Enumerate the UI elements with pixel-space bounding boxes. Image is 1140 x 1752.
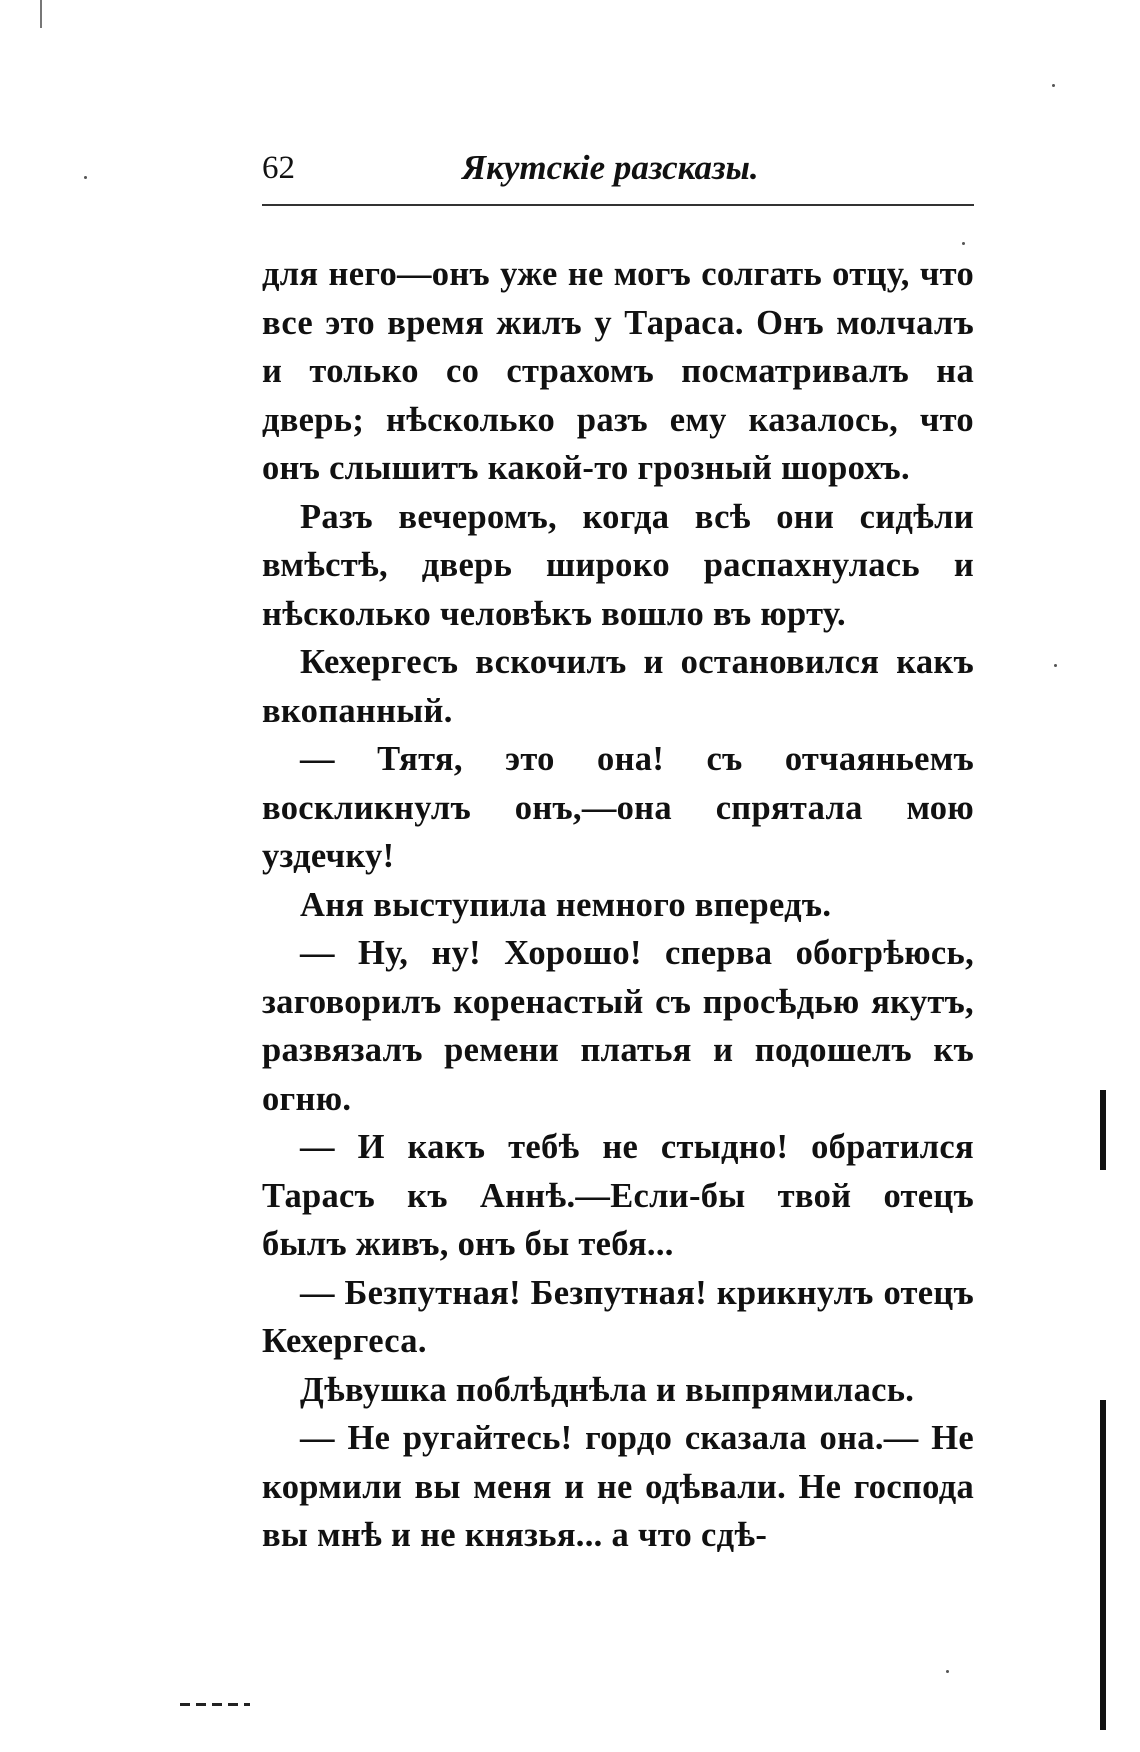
- paragraph: — Ну, ну! Хорошо! сперва обогрѣюсь, заговорилъ коренастый съ просѣдью якутъ, развязалъ ремени платья и подошелъ къ огню.: [262, 934, 974, 1118]
- header-rule: [262, 204, 974, 206]
- scan-speck: [962, 242, 965, 245]
- running-title: Якутскіе разсказы.: [462, 148, 759, 187]
- scan-speck: [84, 176, 87, 179]
- paragraph: — И какъ тебѣ не стыдно! обратился Тарасъ къ Аннѣ.—Если-бы твой отецъ былъ живъ, онъ бы тебя...: [262, 1128, 974, 1263]
- scan-speck: [946, 1670, 949, 1673]
- paragraph: для него—онъ уже не могъ солгать отцу, что все это время жилъ у Тараса. Онъ молчалъ и только со страхомъ посматривалъ на дверь; нѣсколько разъ ему казалось, что онъ слышитъ какой-то грозный шорохъ.: [262, 255, 974, 487]
- scan-edge-mark: [40, 0, 42, 28]
- scan-edge-mark: [180, 1703, 250, 1706]
- scan-edge-mark: [1100, 1400, 1106, 1730]
- paragraph: — Тятя, это она! съ отчаяньемъ воскликнулъ онъ,—она спрятала мою уздечку!: [262, 740, 974, 875]
- paragraph: — Безпутная! Безпутная! крикнулъ отецъ Кехергеса.: [262, 1273, 974, 1360]
- scan-edge-mark: [1100, 1090, 1106, 1170]
- paragraph: Аня выступила немного впередъ.: [300, 885, 832, 924]
- page-number: 62: [262, 150, 295, 186]
- paragraph: Разъ вечеромъ, когда всѣ они сидѣли вмѣстѣ, дверь широко распахнулась и нѣсколько человѣкъ вошло въ юрту.: [262, 497, 974, 633]
- paragraph: — Не ругайтесь! гордо сказала она.— Не кормили вы меня и не одѣвали. Не господа вы мнѣ и не князья... а что сдѣ-: [262, 1419, 974, 1554]
- scan-speck: [1052, 84, 1055, 87]
- body-text: [262, 250, 974, 1560]
- page-header: [262, 146, 974, 206]
- scan-speck: [1054, 664, 1057, 667]
- paragraph: Кехергесъ вскочилъ и остановился какъ вкопанный.: [262, 643, 974, 730]
- paragraph: Дѣвушка поблѣднѣла и выпрямилась.: [300, 1370, 915, 1409]
